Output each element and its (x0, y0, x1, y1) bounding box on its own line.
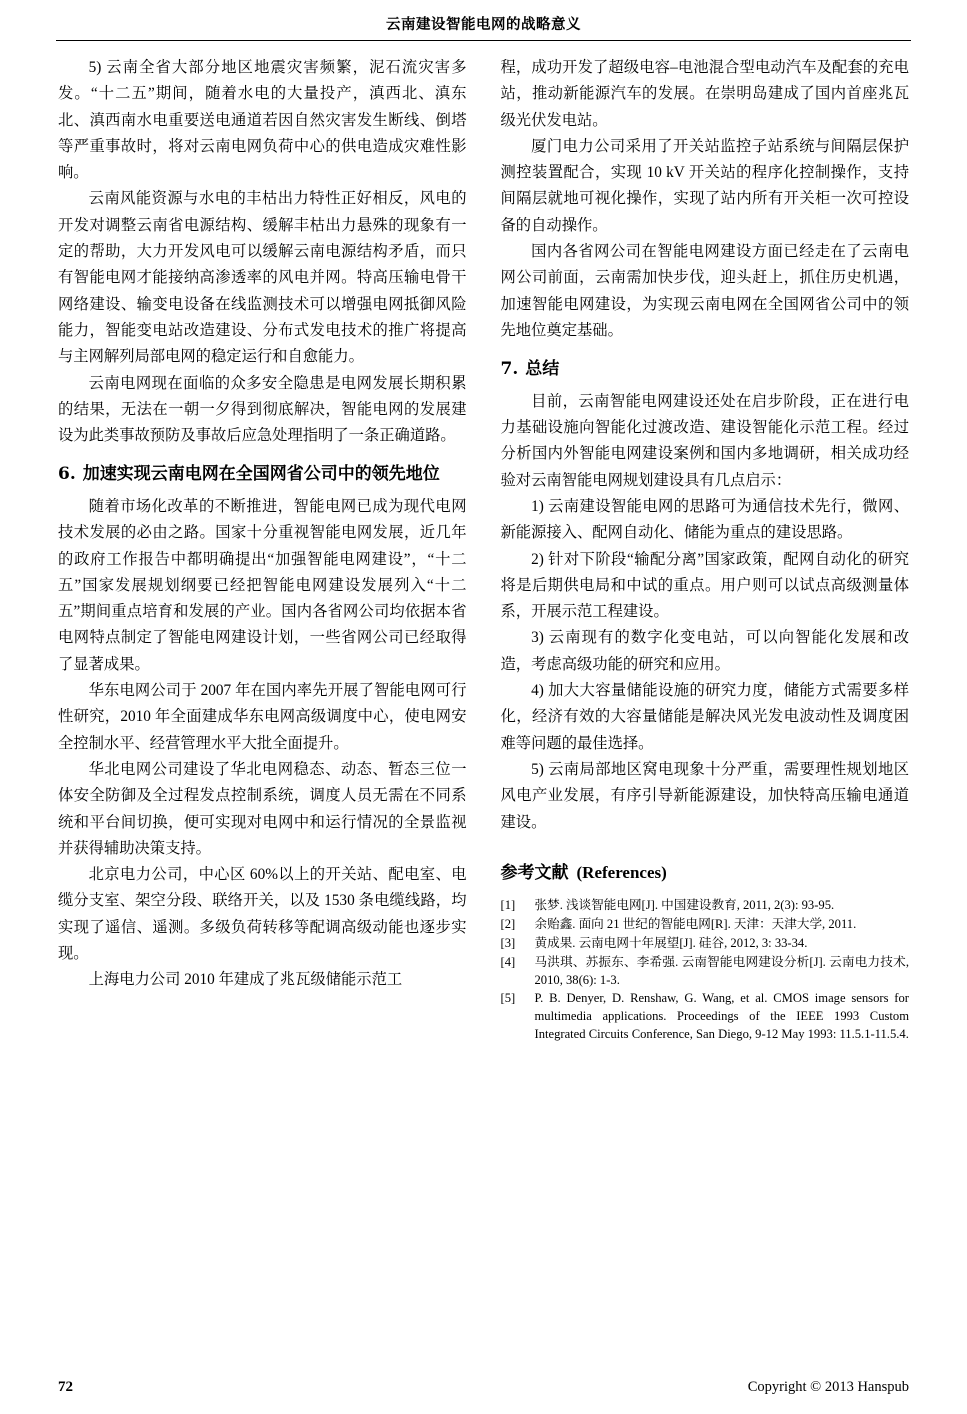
left-column (58, 55, 467, 1327)
two-column-body (58, 55, 909, 1327)
list-item: 2) 针对下阶段“输配分离”国家政策，配网自动化的研究将是后期供电局和中试的重点。用户则可以试点高级测量体系，开展示范工程建设。 (500, 550, 909, 621)
paragraph: 国内各省网公司在智能电网建设方面已经走在了云南电网公司前面，云南需加快步伐，迎头赶上，抓住历史机遇，加速智能电网建设，为实现云南电网在全国网省公司中的领先地位奠定基础。 (500, 243, 909, 339)
reference-item (501, 935, 910, 953)
paragraph: 北京电力公司，中心区 60%以上的开关站、配电室、电缆分支室、架空分段、联络开关，以及 1530 条电缆线路，均实现了遥信、遥测。多级负荷转移等配调高级动能也逐步实现。 (58, 866, 467, 962)
paragraph: 上海电力公司 2010 年建成了兆瓦级储能示范工 (88, 971, 403, 989)
reference-label: [2] (500, 916, 516, 931)
reference-label: [1] (500, 898, 516, 913)
reference-item (501, 916, 910, 934)
reference-text: 余贻鑫. 面向 21 世纪的智能电网[R]. 天津：天津大学, 2011. (534, 916, 857, 931)
reference-text: 马洪琪、苏振东、李希强. 云南智能电网建设分析[J]. 云南电力技术, 2010, 38(6): 1-3. (534, 954, 909, 987)
list-item: 1) 云南建设智能电网的思路可为通信技术先行，微网、新能源接入、配网自动化、储能为重点的建设思路。 (500, 497, 909, 542)
paragraph: 云南风能资源与水电的丰枯出力特性正好相反，风电的开发对调整云南省电源结构、缓解丰枯出力悬殊的现象有一定的帮助，大力开发风电可以缓解云南电源结构矛盾，而只有智能电网才能接纳高渗透率的风电并网。特高压输电骨干网络建设、输变电设备在线监测技术可以增强电网抵御风险能力，智能变电站改造建设、分布式发电技术的推广将提高与主网解列局部电网的稳定运行和自愈能力。 (58, 190, 467, 366)
paragraph: 厦门电力公司采用了开关站监控子站系统与间隔层保护测控装置配合，实现 10 kV 开关站的程序化控制操作，支持间隔层就地可视化操作，实现了站内所有开关柜一次可控设备的自动操作。 (500, 137, 909, 234)
page-number: 72 (58, 1379, 73, 1395)
reference-label: [5] (500, 991, 516, 1006)
references-heading-en: (References) (576, 862, 667, 882)
header-divider (56, 40, 911, 41)
paragraph: 云南电网现在面临的众多安全隐患是电网发展长期积累的结果，无法在一朝一夕得到彻底解决，智能电网的发展建设为此类事故预防及事故后应急处理指明了一条正确道路。 (58, 374, 467, 445)
section-heading-7 (501, 357, 910, 383)
reference-text: 张梦. 浅谈智能电网[J]. 中国建设教育, 2011, 2(3): 93-95. (534, 898, 835, 913)
list-item: 4) 加大大容量储能设施的研究力度，储能方式需要多样化，经济有效的大容量储能是解决风光发电波动性及调度困难等问题的最佳选择。 (500, 682, 909, 752)
reference-text: 黄成果. 云南电网十年展望[J]. 硅谷, 2012, 3: 33-34. (534, 935, 808, 950)
paragraph: 程，成功开发了超级电容‒电池混合型电动汽车及配套的充电站，推动新能源汽车的发展。在崇明岛建成了国内首座兆瓦级光伏发电站。 (500, 59, 909, 129)
reference-text: P. B. Denyer, D. Renshaw, G. Wang, et al. CMOS image sensors for multimedia applications. Proceedings of the IEEE 1993 Custom Integrated Circuits Conference, San Diego, 9-12 May 1993: 11.5.1-11.5.4. (534, 991, 909, 1042)
page-footer (58, 1379, 909, 1396)
paragraph: 目前，云南智能电网建设还处在启步阶段，正在进行电力基础设施向智能化过渡改造、建设智能化示范工程。经过分析国内外智能电网建设案例和国内多地调研，相关成功经验对云南智能电网规划建设具有几点启示： (500, 392, 909, 489)
list-item: 5) 云南局部地区窝电现象十分严重，需要理性规划地区风电产业发展，有序引导新能源建设，加快特高压输电通道建设。 (500, 760, 909, 831)
reference-item (501, 990, 910, 1044)
reference-item (501, 954, 910, 990)
section-number: 7. (500, 359, 519, 380)
references-heading (501, 858, 910, 888)
section-title: 总结 (525, 359, 560, 380)
paragraph: 华东电网公司于 2007 年在国内率先开展了智能电网可行性研究，2010 年全面建成华东电网高级调度中心，使电网安全控制水平、经营管理水平大批全面提升。 (58, 682, 467, 752)
right-column (501, 55, 910, 1327)
reference-label: [3] (500, 935, 516, 950)
section-number: 6. (58, 464, 76, 485)
references-heading-cn: 参考文献 (500, 862, 569, 883)
section-heading-6 (58, 462, 467, 488)
paragraph: 随着市场化改革的不断推进，智能电网已成为现代电网技术发展的必由之路。国家十分重视智能电网发展，近几年的政府工作报告中都明确提出“加强智能电网建设”，“十二五”国家发展规划纲要已经把智能电网建设发展列入“十二五”期间重点培育和发展的产业。国内各省网公司均依据本省电网特点制定了智能电网建设计划，一些省网公司已经取得了显著成果。 (58, 497, 467, 673)
section-title: 加速实现云南电网在全国网省公司中的领先地位 (82, 464, 440, 485)
reference-list (501, 897, 910, 1044)
copyright-notice: Copyright © 2013 Hanspub (747, 1379, 909, 1395)
paragraph: 5) 云南全省大部分地区地震灾害频繁，泥石流灾害多发。“十二五”期间，随着水电的大量投产，滇西北、滇东北、滇西南水电重要送电通道若因自然灾害发生断线、倒塔等严重事故时，将对云南电网负荷中心的供电造成灾难性影响。 (58, 59, 467, 182)
reference-label: [4] (500, 954, 516, 969)
list-item: 3) 云南现有的数字化变电站，可以向智能化发展和改造，考虑高级功能的研究和应用。 (500, 629, 909, 673)
paragraph: 华北电网公司建设了华北电网稳态、动态、暂态三位一体安全防御及全过程发点控制系统，调度人员无需在不同系统和平台间切换，便可实现对电网中和运行情况的全景监视并获得辅助决策支持。 (58, 760, 467, 857)
reference-item (501, 897, 910, 915)
running-head: 云南建设智能电网的战略意义 (386, 16, 581, 33)
